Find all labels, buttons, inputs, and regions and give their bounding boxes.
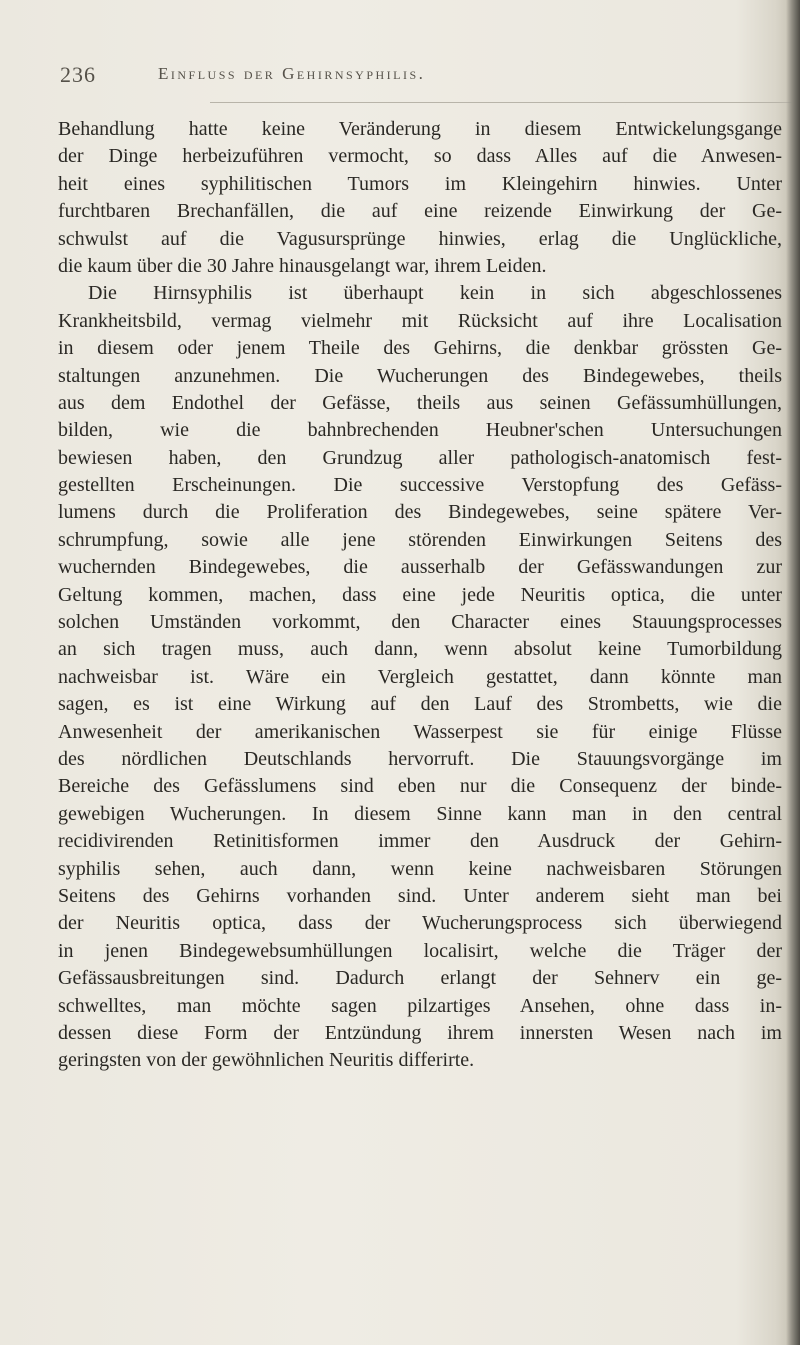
text-line: syphilis sehen, auch dann, wenn keine nachweisbaren Störungen [58,857,782,880]
text-line: solchen Umständen vorkommt, den Character eines Stauungsprocesses [58,611,782,634]
running-head [60,62,780,98]
text-line: des nördlichen Deutschlands hervorruft. Die Stauungsvorgänge im [58,747,782,770]
body-text [58,116,782,1075]
text-line: Seitens des Gehirns vorhanden sind. Unter anderem sieht man bei [58,884,782,907]
text-line: Bereiche des Gefässlumens sind eben nur die Consequenz der binde- [58,775,782,798]
text-line: sagen, es ist eine Wirkung auf den Lauf des Strombetts, wie die [58,693,782,716]
text-line: geringsten von der gewöhnlichen Neuritis differirte. [58,1049,475,1072]
text-line: bilden, wie die bahnbrechenden Heubner'schen Untersuchungen [58,419,782,442]
page-number: 236 [60,62,96,87]
text-line: recidivirenden Retinitisformen immer den Ausdruck der Gehirn- [58,830,782,853]
text-line: in jenen Bindegewebsumhüllungen localisirt, welche die Träger der [58,939,782,962]
text-line: heit eines syphilitischen Tumors im Kleingehirn hinwies. Unter [58,172,782,195]
text-line: Gefässausbreitungen sind. Dadurch erlangt der Sehnerv ein ge- [58,967,782,990]
text-line: der Neuritis optica, dass der Wucherungsprocess sich überwiegend [58,912,782,935]
text-line: an sich tragen muss, auch dann, wenn absolut keine Tumorbildung [58,638,782,661]
text-line: gestellten Erscheinungen. Die successive Verstopfung des Gefäss- [58,474,782,497]
running-title: Einfluss der Gehirnsyphilis. [158,64,426,83]
text-line: Geltung kommen, machen, dass eine jede Neuritis optica, die unter [58,583,782,606]
text-line: schrumpfung, sowie alle jene störenden Einwirkungen Seitens des [58,528,782,551]
text-line: der Dinge herbeizuführen vermocht, so dass Alles auf die Anwesen- [58,145,782,168]
text-line: schwulst auf die Vagusursprünge hinwies, erlag die Unglückliche, [58,227,782,250]
paragraph-start-line: Die Hirnsyphilis ist überhaupt kein in sich abgeschlossenes [88,282,782,305]
text-line: wuchernden Bindegewebes, die ausserhalb der Gefässwandungen zur [58,556,782,579]
text-line: bewiesen haben, den Grundzug aller pathologisch-anatomisch fest- [58,446,782,469]
text-line: schwelltes, man möchte sagen pilzartiges Ansehen, ohne dass in- [58,994,782,1017]
page-edge-shadow [786,0,800,1345]
text-line: Anwesenheit der amerikanischen Wasserpest sie für einige Flüsse [58,720,782,743]
header-rule [210,102,800,103]
text-line: in diesem oder jenem Theile des Gehirns, die denkbar grössten Ge- [58,337,782,360]
text-line: die kaum über die 30 Jahre hinausgelangt war, ihrem Leiden. [58,254,547,277]
text-line: nachweisbar ist. Wäre ein Vergleich gestattet, dann könnte man [58,665,782,688]
text-line: aus dem Endothel der Gefässe, theils aus seinen Gefässumhüllungen, [58,391,782,414]
text-line: gewebigen Wucherungen. In diesem Sinne kann man in den central [58,802,782,825]
text-line: lumens durch die Proliferation des Bindegewebes, seine spätere Ver- [58,501,782,524]
text-line: furchtbaren Brechanfällen, die auf eine reizende Einwirkung der Ge- [58,200,782,223]
text-line: dessen diese Form der Entzündung ihrem innersten Wesen nach im [58,1021,782,1044]
text-line: staltungen anzunehmen. Die Wucherungen des Bindegewebes, theils [58,364,782,387]
text-line: Krankheitsbild, vermag vielmehr mit Rücksicht auf ihre Localisation [58,309,782,332]
text-line: Behandlung hatte keine Veränderung in diesem Entwickelungsgange [58,118,782,140]
